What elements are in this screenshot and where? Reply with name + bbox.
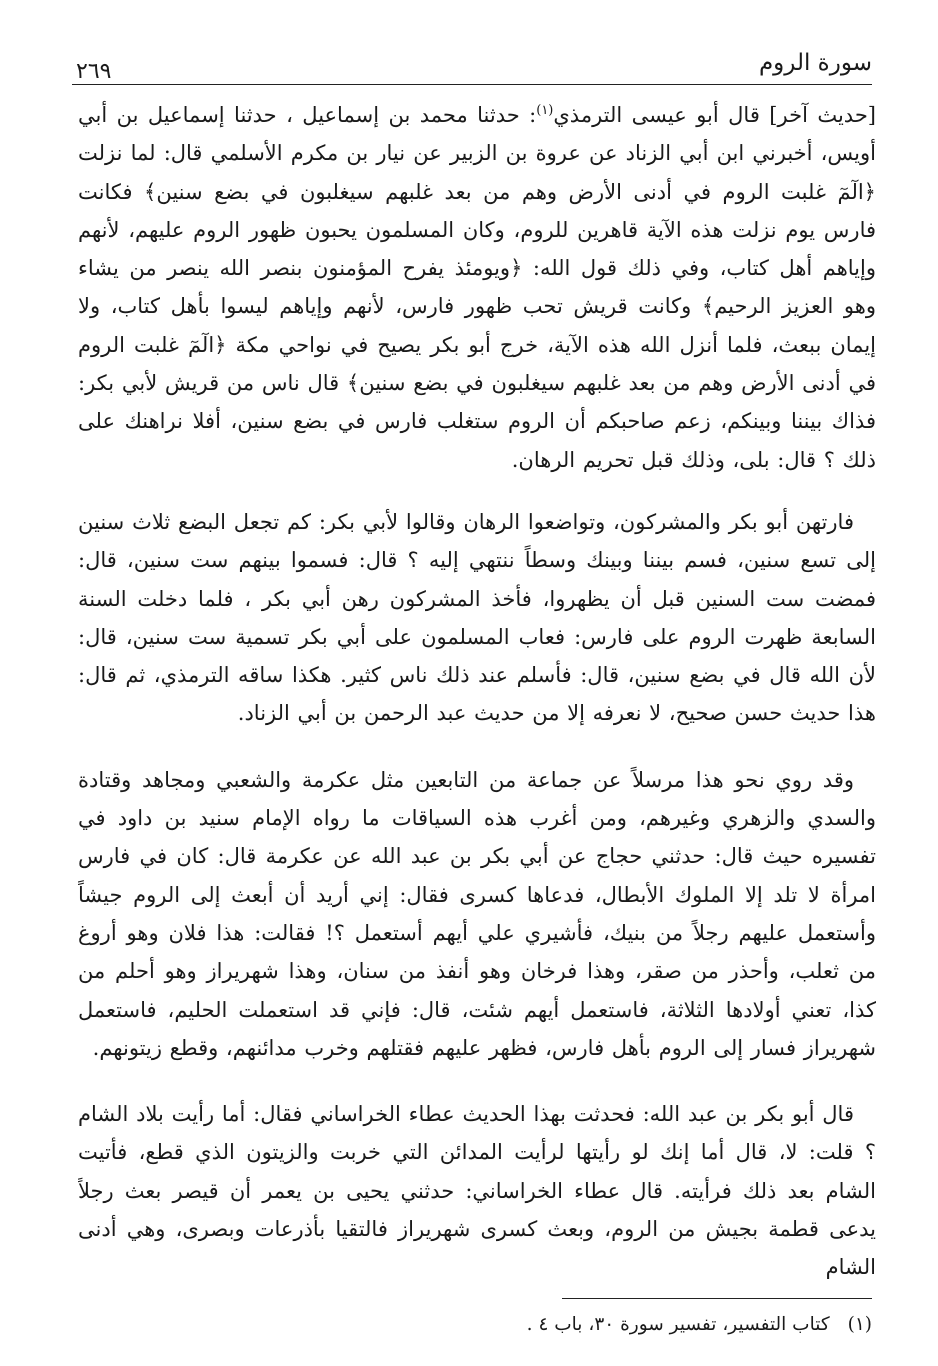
paragraph-abu-bakr-ibn-abdullah: قال أبو بكر بن عبد الله: فحدثت بهذا الحديث عطاء الخراساني فقال: أما رأيت بلاد الشام ؟ قلت: لا، قال أما إنك لو رأيتها لرأيت المدائن التي خربت والزيتون الذي قطع، فأتيت الشام بعد ذلك فرأيته. قال عطاء الخراساني: حدثني يحيى بن يعمر أن قيصر بعث رجلاً يدعى قطمة بجيش من الروم، وبعث كسرى شهريراز فالتقيا بأذرعات وبصرى، وهي أدنى الشام [78,1102,876,1280]
footnote-marker: (١) [847,1314,872,1335]
running-head [72,44,872,85]
paragraph-text-rest: : حدثنا محمد بن إسماعيل ، حدثنا إسماعيل بن أبي أويس، أخبرني ابن أبي الزناد عن عروة بن الزبير عن نيار بن مكرم الأسلمي قال: لما نزلت ﴿الٓمٓ غلبت الروم في أدنى الأرض وهم من بعد غلبهم سيغلبون في بضع سنين﴾ فكانت فارس يوم نزلت هذه الآية قاهرين للروم، وكان المسلمون يحبون ظهور الروم عليهم، لأنهم وإياهم أهل كتاب، وفي ذلك قول الله: ﴿ويومئذ يفرح المؤمنون بنصر الله ينصر من يشاء وهو العزيز الرحيم﴾ وكانت قريش تحب ظهور فارس، لأنهم وإياهم ليسوا بأهل كتاب، ولا إيمان ببعث، فلما أنزل الله هذه الآية، خرج أبو بكر يصيح في نواحي مكة ﴿الٓمٓ غلبت الروم في أدنى الأرض وهم من بعد غلبهم سيغلبون في بضع سنين﴾ قال ناس من قريش لأبي بكر: فذاك بيننا وبينكم، زعم صاحبكم أن الروم ستغلب فارس في بضع سنين، أفلا نراهنك على ذلك ؟ قال: بلى، وذلك قبل تحريم الرهان. [78,103,876,472]
paragraph-mursal-narrations: وقد روي نحو هذا مرسلاً عن جماعة من التابعين مثل عكرمة والشعبي ومجاهد وقتادة والسدي والزهري وغيرهم، ومن أغرب هذه السياقات ما رواه الإمام سنيد بن داود في تفسيره حيث قال: حدثني حجاج عن أبي بكر بن عبد الله عن عكرمة قال: كان في فارس امرأة لا تلد إلا الملوك الأبطال، فدعاها كسرى فقال: إني أريد أن أبعث إلى الروم جيشاً وأستعمل عليهم رجلاً من بنيك، فأشيري علي أيهم أستعمل ؟! فقالت: هذا فلان وهو أروغ من ثعلب، وأحذر من صقر، وهذا فرخان وهو أنفذ من سنان، وهذا شهريراز وهو أحلم من كذا، تعني أولادها الثلاثة، فاستعمل أيهم شئت، قال: فإني قد استعملت الحليم، فاستعمل شهريراز فسار إلى الروم بأهل فارس، فظهر عليهم فقتلهم وخرب مدائنهم، وقطع زيتونهم. [78,767,876,1060]
footnote-text: كتاب التفسير، تفسير سورة ٣٠، باب ٤ . [526,1314,830,1335]
paragraph-wager: فارتهن أبو بكر والمشركون، وتواضعوا الرهان وقالوا لأبي بكر: كم تجعل البضع ثلاث سنين إلى تسع سنين، فسم بيننا وبينك وسطاً ننتهي إليه ؟ قال: فسموا بينهم ست سنين، قال: فمضت ست السنين قبل أن يظهروا، فأخذ المشركون رهن أبي بكر ، فلما دخلت السنة السابعة ظهرت الروم على فارس: فعاب المسلمون على أبي بكر تسمية ست سنين، قال: لأن الله قال في بضع سنين، قال: فأسلم عند ذلك ناس كثير. هكذا ساقه الترمذي، ثم قال: هذا حديث حسن صحيح، لا نعرفه إلا من حديث عبد الرحمن بن أبي الزناد. [78,509,876,726]
main-text [78,92,876,1310]
paragraph-hadith-tirmidhi [78,92,876,479]
paragraph-text-start: [حديث آخر] قال أبو عيسى الترمذي [553,103,876,127]
surah-title: سورة الروم [758,50,872,76]
footnote [100,1310,872,1340]
page-number: ٢٦٩ [76,59,112,84]
footnote-divider [562,1298,872,1299]
footnote-reference: (١) [536,103,554,118]
